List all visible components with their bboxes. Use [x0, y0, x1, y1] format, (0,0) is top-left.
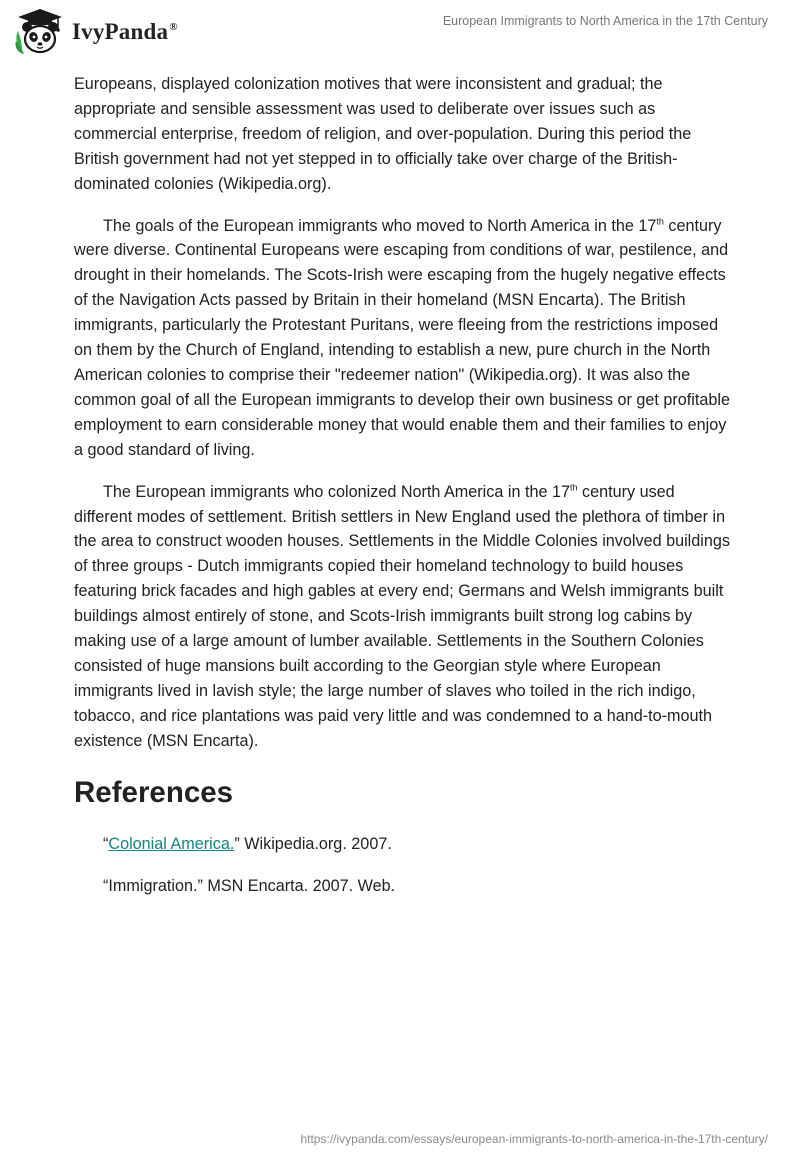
paragraph-3	[74, 480, 734, 754]
brand-name: IvyPanda®	[72, 19, 178, 44]
paragraph-2-text-b: century were diverse. Continental Europeans were escaping from conditions of war, pestilence, and drought in their homelands. The Scots-Irish were escaping from the hugely negative effects of the Navigation Acts passed by Britain in their homeland (MSN Encarta). The British immigrants, particularly the Protestant Puritans, were fleeing from the restrictions imposed on them by the Church of England, intending to establish a new, pure church in the North American colonies to comprise their "redeemer nation" (Wikipedia.org). It was also the common goal of all the European immigrants to develop their own business or get profitable employment to earn considerable money that would enable them and their families to enjoy a good standard of living.	[74, 216, 730, 459]
paragraph-3-text-a: The European immigrants who colonized North America in the 17	[103, 482, 570, 501]
essay-content	[74, 72, 734, 898]
registered-mark: ®	[169, 21, 178, 34]
colonial-america-link[interactable]: Colonial America.	[108, 834, 235, 853]
references-list	[74, 832, 734, 898]
open-quote: “	[103, 834, 109, 853]
panda-graduate-icon	[14, 7, 66, 57]
paragraph-2-text-a: The goals of the European immigrants who moved to North America in the 17	[103, 216, 657, 235]
document-title: European Immigrants to North America in the 17th Century	[442, 14, 768, 28]
reference-item	[103, 832, 734, 856]
reference-1-rest: ” Wikipedia.org. 2007.	[234, 834, 392, 853]
ivypanda-logo[interactable]	[14, 8, 178, 56]
ordinal-suffix: th	[569, 482, 578, 493]
ordinal-suffix: th	[656, 216, 664, 227]
reference-item: “Immigration.” MSN Encarta. 2007. Web.	[103, 876, 396, 895]
source-url: https://ivypanda.com/essays/european-immigrants-to-north-america-in-the-17th-century/	[300, 1132, 768, 1146]
paragraph-2	[74, 214, 734, 463]
paragraph-3-text-b: century used different modes of settlement. British settlers in New England used the plethora of timber in the area to construct wooden houses. Settlements in the Middle Colonies involved buildings of three groups - Dutch immigrants copied their homeland technology to build houses featuring brick facades and high gables at every end; Germans and Welsh immigrants built buildings almost entirely of stone, and Scots-Irish immigrants built strong log cabins by making use of a large amount of lumber available. Settlements in the Southern Colonies consisted of huge mansions built according to the Georgian style where European immigrants lived in lavish style; the large number of slaves who toiled in the rich indigo, tobacco, and rice plantations was paid very little and was condemned to a hand-to-mouth existence (MSN Encarta).	[74, 482, 730, 750]
references-heading: References	[74, 775, 234, 809]
paragraph-1: Europeans, displayed colonization motives that were inconsistent and gradual; the appropriate and sensible assessment was used to deliberate over issues such as commercial enterprise, freedom of religion, and over-population. During this period the British government had not yet stepped in to officially take over charge of the British-dominated colonies (Wikipedia.org).	[74, 75, 692, 193]
page-header	[0, 0, 800, 64]
